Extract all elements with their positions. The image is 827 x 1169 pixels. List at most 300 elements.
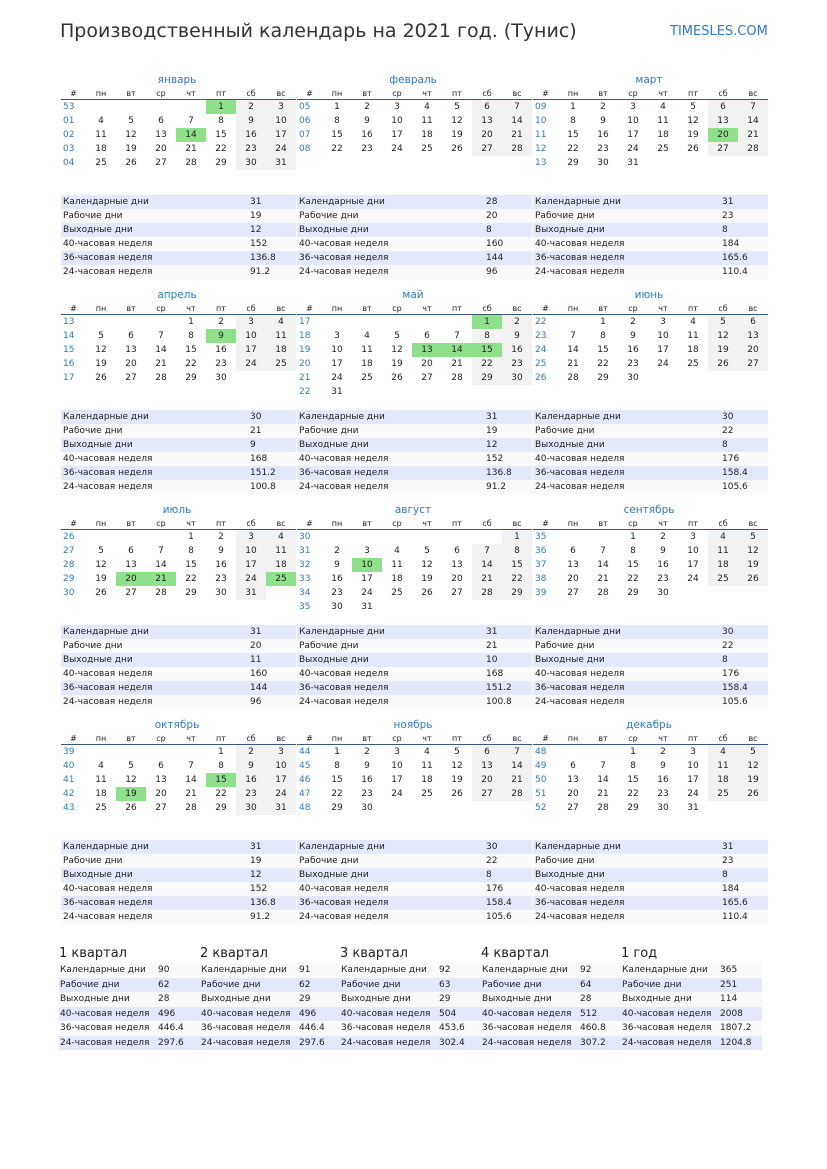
day-cell[interactable]: 8 (630, 761, 636, 771)
weekend-day[interactable]: 30 (502, 371, 532, 385)
weekend-day[interactable]: 5 (708, 315, 738, 329)
weekend-day[interactable]: 4 (266, 530, 296, 544)
day-cell[interactable]: 15 (627, 775, 639, 785)
day-cell[interactable]: 8 (188, 331, 194, 341)
day-cell[interactable]: 30 (657, 803, 669, 813)
day-cell[interactable]: 12 (125, 775, 137, 785)
day-cell[interactable]: 21 (567, 359, 579, 369)
day-cell[interactable]: 19 (451, 775, 463, 785)
day-cell[interactable]: 1 (188, 532, 194, 542)
day-cell[interactable]: 2 (334, 546, 340, 556)
day-cell[interactable]: 24 (391, 144, 403, 154)
day-cell[interactable]: 13 (155, 130, 167, 140)
weekend-day[interactable]: 31 (236, 586, 266, 600)
day-cell[interactable]: 4 (660, 102, 666, 112)
day-cell[interactable]: 27 (155, 803, 167, 813)
day-cell[interactable]: 5 (454, 747, 460, 757)
day-cell[interactable]: 7 (158, 331, 164, 341)
weekend-day[interactable]: 9 (236, 759, 266, 773)
weekend-day[interactable]: 24 (236, 357, 266, 371)
day-cell[interactable]: 3 (660, 317, 666, 327)
weekend-day[interactable]: 28 (738, 142, 768, 156)
day-cell[interactable]: 5 (98, 331, 104, 341)
weekend-day[interactable]: 18 (266, 558, 296, 572)
day-cell[interactable]: 1 (334, 747, 340, 757)
day-cell[interactable]: 7 (454, 331, 460, 341)
weekend-day[interactable]: 11 (266, 544, 296, 558)
day-cell[interactable]: 8 (218, 761, 224, 771)
day-cell[interactable]: 16 (657, 560, 669, 570)
weekend-day[interactable]: 13 (708, 114, 738, 128)
day-cell[interactable]: 26 (451, 789, 463, 799)
day-cell[interactable]: 18 (361, 359, 373, 369)
weekend-day[interactable]: 7 (738, 100, 768, 114)
weekend-day[interactable]: 17 (236, 558, 266, 572)
weekend-day[interactable]: 10 (266, 759, 296, 773)
day-cell[interactable]: 31 (331, 387, 343, 397)
day-cell[interactable]: 6 (128, 331, 134, 341)
weekend-day[interactable]: 25 (266, 357, 296, 371)
day-cell[interactable]: 17 (687, 775, 699, 785)
weekend-day[interactable]: 31 (266, 156, 296, 170)
day-cell[interactable]: 28 (155, 373, 167, 383)
weekend-day[interactable]: 5 (738, 745, 768, 759)
weekend-day[interactable]: 6 (472, 745, 502, 759)
holiday-day[interactable]: 13 (412, 343, 442, 357)
day-cell[interactable]: 7 (600, 546, 606, 556)
day-cell[interactable]: 26 (125, 158, 137, 168)
day-cell[interactable]: 23 (361, 789, 373, 799)
holiday-day[interactable]: 1 (206, 100, 236, 114)
day-cell[interactable]: 28 (597, 588, 609, 598)
day-cell[interactable]: 19 (687, 130, 699, 140)
day-cell[interactable]: 10 (391, 761, 403, 771)
day-cell[interactable]: 25 (421, 144, 433, 154)
day-cell[interactable]: 4 (424, 102, 430, 112)
weekend-day[interactable]: 30 (236, 156, 266, 170)
day-cell[interactable]: 19 (451, 130, 463, 140)
day-cell[interactable]: 22 (567, 144, 579, 154)
day-cell[interactable]: 5 (128, 761, 134, 771)
day-cell[interactable]: 20 (567, 789, 579, 799)
weekend-day[interactable]: 29 (502, 586, 532, 600)
day-cell[interactable]: 10 (331, 345, 343, 355)
day-cell[interactable]: 18 (687, 345, 699, 355)
day-cell[interactable]: 9 (334, 560, 340, 570)
day-cell[interactable]: 28 (185, 158, 197, 168)
weekend-day[interactable]: 16 (236, 773, 266, 787)
day-cell[interactable]: 2 (218, 317, 224, 327)
weekend-day[interactable]: 28 (502, 142, 532, 156)
day-cell[interactable]: 21 (185, 144, 197, 154)
day-cell[interactable]: 6 (158, 116, 164, 126)
day-cell[interactable]: 16 (361, 775, 373, 785)
day-cell[interactable]: 2 (660, 532, 666, 542)
day-cell[interactable]: 18 (421, 130, 433, 140)
day-cell[interactable]: 29 (567, 158, 579, 168)
day-cell[interactable]: 15 (567, 130, 579, 140)
day-cell[interactable]: 6 (158, 761, 164, 771)
holiday-day[interactable]: 15 (472, 343, 502, 357)
day-cell[interactable]: 11 (687, 331, 699, 341)
day-cell[interactable]: 10 (391, 116, 403, 126)
weekend-day[interactable]: 14 (502, 114, 532, 128)
weekend-day[interactable]: 27 (738, 357, 768, 371)
day-cell[interactable]: 16 (657, 775, 669, 785)
day-cell[interactable]: 18 (95, 789, 107, 799)
day-cell[interactable]: 9 (218, 546, 224, 556)
weekend-day[interactable]: 12 (708, 329, 738, 343)
day-cell[interactable]: 20 (155, 789, 167, 799)
day-cell[interactable]: 15 (331, 130, 343, 140)
day-cell[interactable]: 25 (361, 373, 373, 383)
day-cell[interactable]: 14 (155, 345, 167, 355)
day-cell[interactable]: 22 (185, 574, 197, 584)
day-cell[interactable]: 3 (630, 102, 636, 112)
weekend-day[interactable]: 14 (738, 114, 768, 128)
day-cell[interactable]: 13 (567, 560, 579, 570)
day-cell[interactable]: 12 (687, 116, 699, 126)
day-cell[interactable]: 11 (95, 130, 107, 140)
day-cell[interactable]: 11 (421, 761, 433, 771)
holiday-day[interactable]: 21 (146, 572, 176, 586)
day-cell[interactable]: 11 (361, 345, 373, 355)
weekend-day[interactable]: 6 (472, 100, 502, 114)
day-cell[interactable]: 16 (215, 560, 227, 570)
day-cell[interactable]: 6 (570, 761, 576, 771)
weekend-day[interactable]: 23 (236, 142, 266, 156)
day-cell[interactable]: 20 (421, 359, 433, 369)
day-cell[interactable]: 30 (597, 158, 609, 168)
weekend-day[interactable]: 11 (708, 544, 738, 558)
day-cell[interactable]: 22 (597, 359, 609, 369)
day-cell[interactable]: 16 (597, 130, 609, 140)
day-cell[interactable]: 30 (215, 588, 227, 598)
day-cell[interactable]: 12 (421, 560, 433, 570)
day-cell[interactable]: 28 (155, 588, 167, 598)
day-cell[interactable]: 24 (657, 359, 669, 369)
day-cell[interactable]: 3 (394, 102, 400, 112)
day-cell[interactable]: 8 (334, 116, 340, 126)
day-cell[interactable]: 15 (331, 775, 343, 785)
holiday-day[interactable]: 25 (266, 572, 296, 586)
day-cell[interactable]: 5 (424, 546, 430, 556)
day-cell[interactable]: 17 (361, 574, 373, 584)
day-cell[interactable]: 5 (690, 102, 696, 112)
day-cell[interactable]: 26 (125, 803, 137, 813)
day-cell[interactable]: 11 (95, 775, 107, 785)
day-cell[interactable]: 9 (600, 116, 606, 126)
day-cell[interactable]: 16 (215, 345, 227, 355)
day-cell[interactable]: 3 (334, 331, 340, 341)
holiday-day[interactable]: 20 (116, 572, 146, 586)
day-cell[interactable]: 27 (125, 588, 137, 598)
day-cell[interactable]: 23 (331, 588, 343, 598)
day-cell[interactable]: 2 (660, 747, 666, 757)
day-cell[interactable]: 10 (627, 116, 639, 126)
day-cell[interactable]: 24 (687, 574, 699, 584)
day-cell[interactable]: 5 (128, 116, 134, 126)
weekend-day[interactable]: 10 (266, 114, 296, 128)
day-cell[interactable]: 14 (597, 775, 609, 785)
day-cell[interactable]: 17 (687, 560, 699, 570)
weekend-day[interactable]: 21 (738, 128, 768, 142)
day-cell[interactable]: 27 (155, 158, 167, 168)
day-cell[interactable]: 15 (597, 345, 609, 355)
weekend-day[interactable]: 20 (472, 773, 502, 787)
weekend-day[interactable]: 27 (472, 787, 502, 801)
day-cell[interactable]: 8 (188, 546, 194, 556)
weekend-day[interactable]: 18 (708, 773, 738, 787)
weekend-day[interactable]: 14 (472, 558, 502, 572)
day-cell[interactable]: 12 (391, 345, 403, 355)
day-cell[interactable]: 16 (627, 345, 639, 355)
day-cell[interactable]: 25 (687, 359, 699, 369)
day-cell[interactable]: 30 (627, 373, 639, 383)
weekend-day[interactable]: 25 (708, 787, 738, 801)
day-cell[interactable]: 23 (597, 144, 609, 154)
day-cell[interactable]: 21 (185, 789, 197, 799)
day-cell[interactable]: 24 (331, 373, 343, 383)
day-cell[interactable]: 12 (451, 761, 463, 771)
weekend-day[interactable]: 10 (236, 329, 266, 343)
holiday-day[interactable]: 19 (116, 787, 146, 801)
weekend-day[interactable]: 17 (236, 343, 266, 357)
day-cell[interactable]: 23 (657, 574, 669, 584)
day-cell[interactable]: 3 (364, 546, 370, 556)
day-cell[interactable]: 9 (364, 761, 370, 771)
day-cell[interactable]: 24 (687, 789, 699, 799)
day-cell[interactable]: 9 (364, 116, 370, 126)
day-cell[interactable]: 1 (630, 532, 636, 542)
day-cell[interactable]: 4 (690, 317, 696, 327)
day-cell[interactable]: 2 (218, 532, 224, 542)
weekend-day[interactable]: 26 (738, 787, 768, 801)
weekend-day[interactable]: 16 (236, 128, 266, 142)
day-cell[interactable]: 28 (597, 803, 609, 813)
holiday-day[interactable]: 14 (176, 128, 206, 142)
day-cell[interactable]: 14 (185, 775, 197, 785)
day-cell[interactable]: 25 (421, 789, 433, 799)
day-cell[interactable]: 21 (451, 359, 463, 369)
weekend-day[interactable]: 3 (266, 745, 296, 759)
weekend-day[interactable]: 31 (266, 801, 296, 815)
weekend-day[interactable]: 12 (738, 759, 768, 773)
weekend-day[interactable]: 16 (502, 343, 532, 357)
day-cell[interactable]: 20 (155, 144, 167, 154)
day-cell[interactable]: 21 (597, 789, 609, 799)
day-cell[interactable]: 10 (657, 331, 669, 341)
day-cell[interactable]: 11 (657, 116, 669, 126)
day-cell[interactable]: 5 (394, 331, 400, 341)
weekend-day[interactable]: 7 (502, 100, 532, 114)
day-cell[interactable]: 29 (215, 158, 227, 168)
day-cell[interactable]: 18 (421, 775, 433, 785)
day-cell[interactable]: 27 (451, 588, 463, 598)
day-cell[interactable]: 24 (627, 144, 639, 154)
weekend-day[interactable]: 24 (266, 142, 296, 156)
day-cell[interactable]: 1 (600, 317, 606, 327)
weekend-day[interactable]: 22 (472, 357, 502, 371)
weekend-day[interactable]: 1 (502, 530, 532, 544)
weekend-day[interactable]: 15 (502, 558, 532, 572)
weekend-day[interactable]: 30 (236, 801, 266, 815)
day-cell[interactable]: 15 (215, 130, 227, 140)
day-cell[interactable]: 23 (215, 359, 227, 369)
day-cell[interactable]: 31 (361, 602, 373, 612)
day-cell[interactable]: 23 (657, 789, 669, 799)
weekend-day[interactable]: 8 (502, 544, 532, 558)
day-cell[interactable]: 31 (627, 158, 639, 168)
day-cell[interactable]: 20 (451, 574, 463, 584)
weekend-day[interactable]: 4 (266, 315, 296, 329)
day-cell[interactable]: 15 (185, 560, 197, 570)
weekend-day[interactable]: 3 (236, 530, 266, 544)
day-cell[interactable]: 13 (451, 560, 463, 570)
day-cell[interactable]: 4 (98, 116, 104, 126)
day-cell[interactable]: 4 (364, 331, 370, 341)
day-cell[interactable]: 21 (597, 574, 609, 584)
day-cell[interactable]: 11 (421, 116, 433, 126)
day-cell[interactable]: 8 (570, 116, 576, 126)
day-cell[interactable]: 26 (95, 588, 107, 598)
holiday-day[interactable]: 20 (708, 128, 738, 142)
weekend-day[interactable]: 21 (502, 773, 532, 787)
day-cell[interactable]: 25 (657, 144, 669, 154)
weekend-day[interactable]: 26 (738, 572, 768, 586)
day-cell[interactable]: 3 (394, 747, 400, 757)
day-cell[interactable]: 18 (391, 574, 403, 584)
day-cell[interactable]: 22 (215, 789, 227, 799)
weekend-day[interactable]: 24 (266, 787, 296, 801)
holiday-day[interactable]: 10 (352, 558, 382, 572)
weekend-day[interactable]: 4 (708, 745, 738, 759)
day-cell[interactable]: 3 (690, 747, 696, 757)
day-cell[interactable]: 29 (185, 588, 197, 598)
day-cell[interactable]: 13 (125, 560, 137, 570)
day-cell[interactable]: 1 (188, 317, 194, 327)
day-cell[interactable]: 6 (424, 331, 430, 341)
day-cell[interactable]: 24 (361, 588, 373, 598)
day-cell[interactable]: 25 (95, 803, 107, 813)
weekend-day[interactable]: 19 (738, 558, 768, 572)
weekend-day[interactable]: 19 (708, 343, 738, 357)
day-cell[interactable]: 28 (567, 373, 579, 383)
holiday-day[interactable]: 15 (206, 773, 236, 787)
weekend-day[interactable]: 22 (502, 572, 532, 586)
day-cell[interactable]: 18 (95, 144, 107, 154)
day-cell[interactable]: 8 (218, 116, 224, 126)
weekend-day[interactable]: 4 (708, 530, 738, 544)
day-cell[interactable]: 17 (657, 345, 669, 355)
weekend-day[interactable]: 2 (236, 100, 266, 114)
weekend-day[interactable]: 11 (708, 759, 738, 773)
day-cell[interactable]: 30 (331, 602, 343, 612)
site-link[interactable]: TIMESLES.COM (670, 24, 768, 39)
day-cell[interactable]: 30 (215, 373, 227, 383)
day-cell[interactable]: 11 (391, 560, 403, 570)
day-cell[interactable]: 6 (570, 546, 576, 556)
weekend-day[interactable]: 27 (708, 142, 738, 156)
day-cell[interactable]: 27 (421, 373, 433, 383)
day-cell[interactable]: 10 (687, 546, 699, 556)
day-cell[interactable]: 21 (155, 359, 167, 369)
day-cell[interactable]: 7 (600, 761, 606, 771)
day-cell[interactable]: 19 (421, 574, 433, 584)
day-cell[interactable]: 12 (451, 116, 463, 126)
weekend-day[interactable]: 29 (472, 371, 502, 385)
day-cell[interactable]: 31 (687, 803, 699, 813)
holiday-day[interactable]: 1 (472, 315, 502, 329)
weekend-day[interactable]: 28 (502, 787, 532, 801)
day-cell[interactable]: 1 (630, 747, 636, 757)
day-cell[interactable]: 26 (687, 144, 699, 154)
weekend-day[interactable]: 19 (738, 773, 768, 787)
weekend-day[interactable]: 18 (266, 343, 296, 357)
weekend-day[interactable]: 2 (236, 745, 266, 759)
day-cell[interactable]: 6 (454, 546, 460, 556)
weekend-day[interactable]: 6 (738, 315, 768, 329)
day-cell[interactable]: 25 (391, 588, 403, 598)
weekend-day[interactable]: 21 (502, 128, 532, 142)
day-cell[interactable]: 19 (125, 144, 137, 154)
day-cell[interactable]: 5 (98, 546, 104, 556)
weekend-day[interactable]: 9 (236, 114, 266, 128)
weekend-day[interactable]: 2 (502, 315, 532, 329)
day-cell[interactable]: 29 (185, 373, 197, 383)
day-cell[interactable]: 15 (185, 345, 197, 355)
day-cell[interactable]: 10 (687, 761, 699, 771)
day-cell[interactable]: 27 (125, 373, 137, 383)
weekend-day[interactable]: 26 (708, 357, 738, 371)
day-cell[interactable]: 3 (690, 532, 696, 542)
weekend-day[interactable]: 13 (472, 114, 502, 128)
day-cell[interactable]: 20 (125, 359, 137, 369)
day-cell[interactable]: 8 (334, 761, 340, 771)
weekend-day[interactable]: 23 (502, 357, 532, 371)
day-cell[interactable]: 1 (218, 747, 224, 757)
day-cell[interactable]: 24 (391, 789, 403, 799)
day-cell[interactable]: 16 (331, 574, 343, 584)
day-cell[interactable]: 19 (95, 359, 107, 369)
day-cell[interactable]: 8 (630, 546, 636, 556)
day-cell[interactable]: 2 (600, 102, 606, 112)
day-cell[interactable]: 7 (570, 331, 576, 341)
day-cell[interactable]: 22 (331, 789, 343, 799)
weekend-day[interactable]: 5 (738, 530, 768, 544)
day-cell[interactable]: 23 (627, 359, 639, 369)
weekend-day[interactable]: 27 (472, 142, 502, 156)
day-cell[interactable]: 29 (215, 803, 227, 813)
weekend-day[interactable]: 25 (708, 572, 738, 586)
weekend-day[interactable]: 14 (502, 759, 532, 773)
day-cell[interactable]: 27 (567, 588, 579, 598)
day-cell[interactable]: 22 (331, 144, 343, 154)
day-cell[interactable]: 7 (188, 761, 194, 771)
day-cell[interactable]: 17 (391, 775, 403, 785)
day-cell[interactable]: 22 (185, 359, 197, 369)
day-cell[interactable]: 1 (334, 102, 340, 112)
day-cell[interactable]: 1 (570, 102, 576, 112)
weekend-day[interactable]: 28 (472, 586, 502, 600)
day-cell[interactable]: 28 (451, 373, 463, 383)
day-cell[interactable]: 28 (185, 803, 197, 813)
day-cell[interactable]: 12 (95, 345, 107, 355)
day-cell[interactable]: 29 (627, 803, 639, 813)
day-cell[interactable]: 22 (627, 789, 639, 799)
day-cell[interactable]: 6 (128, 546, 134, 556)
weekend-day[interactable]: 7 (472, 544, 502, 558)
